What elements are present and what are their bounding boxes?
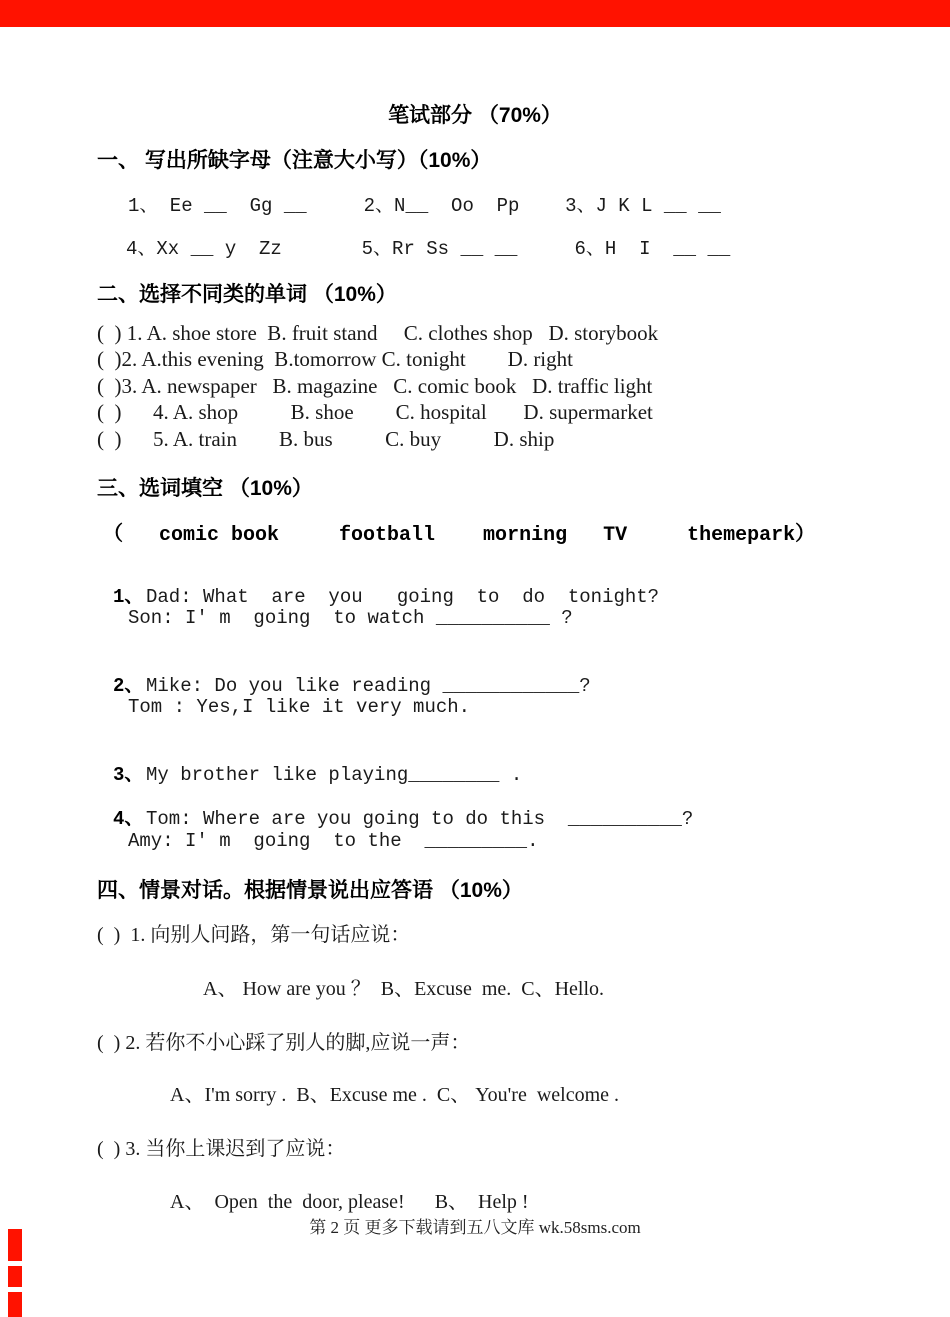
fill-item-4-answer: Amy: I' m going to the _________. [128, 830, 539, 852]
word-bank: （ comic book football morning TV themepark） [103, 524, 816, 547]
red-left-mark-3 [8, 1292, 22, 1317]
dialog-q2-options: A、I'm sorry . B、Excuse me . C、 You're welcome . [170, 1084, 620, 1106]
section3-heading: 三、选词填空 （10%） [97, 477, 313, 500]
dialog-q1: ( ) 1. 向别人问路，第一句话应说： [97, 924, 411, 946]
page-footer: 第 2 页 更多下载请到五八文库 wk.58sms.com [309, 1218, 641, 1237]
fill-item-2-answer: Tom : Yes,I like it very much. [128, 696, 471, 718]
section1-heading: 一、 写出所缺字母（注意大小写）（10%） [97, 149, 492, 172]
choice-row-3: ( )3. A. newspaper B. magazine C. comic book D. traffic light [97, 374, 653, 398]
choice-row-5: ( ) 5. A. train B. bus C. buy D. ship [97, 427, 555, 451]
red-top-bar [0, 0, 950, 27]
choice-row-1: ( ) 1. A. shoe store B. fruit stand C. clothes shop D. storybook [97, 321, 659, 345]
item-text: Mike: Do you like reading ____________? [146, 675, 591, 697]
letters-row-2: 4、Xx __ y Zz 5、Rr Ss __ __ 6、H I __ __ [126, 238, 731, 260]
red-left-mark-2 [8, 1266, 22, 1287]
letters-row-1: 1、 Ee __ Gg __ 2、N__ Oo Pp 3、J K L __ __ [128, 195, 721, 217]
fill-item-1-answer: Son: I' m going to watch __________ ? [128, 607, 573, 629]
item-text: My brother like playing________ . [146, 764, 523, 786]
choice-row-2: ( )2. A.this evening B.tomorrow C. tonight D. right [97, 347, 573, 371]
item-number: 1、 [113, 586, 144, 608]
section4-heading: 四、情景对话。根据情景说出应答语 （10%） [97, 879, 523, 902]
dialog-q3: ( ) 3. 当你上课迟到了应说： [97, 1138, 346, 1160]
item-number: 4、 [113, 808, 144, 830]
item-text: Dad: What are you going to do tonight? [146, 586, 660, 608]
item-number: 2、 [113, 675, 144, 697]
item-number: 3、 [113, 764, 144, 786]
page-title: 笔试部分 （70%） [388, 104, 562, 127]
section2-heading: 二、选择不同类的单词 （10%） [97, 283, 397, 306]
dialog-q1-options: A、 How are you ？ B、Excuse me. C、Hello. [203, 978, 605, 1000]
dialog-q3-options: A、 Open the door, please! B、 Help ! [170, 1191, 529, 1213]
dialog-q2: ( ) 2. 若你不小心踩了别人的脚,应说一声： [97, 1032, 471, 1054]
item-text: Tom: Where are you going to do this __________? [146, 808, 694, 830]
choice-row-4: ( ) 4. A. shop B. shoe C. hospital D. supermarket [97, 400, 653, 424]
